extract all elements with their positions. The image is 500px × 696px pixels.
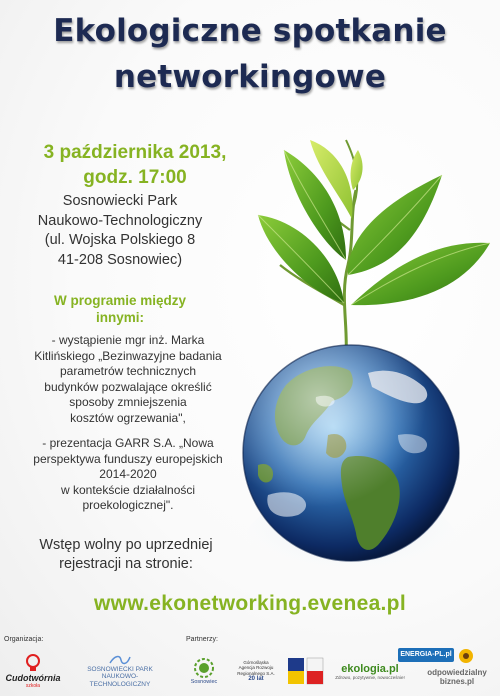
program-item-line: budynków pozwalające określić: [44, 379, 212, 394]
energia-logo: ENERGIA-PL.pl: [398, 648, 454, 662]
title-line-2: networkingowe: [113, 59, 387, 95]
venue-address: [0, 192, 240, 270]
entry-info: [0, 536, 252, 574]
program-item-line: kosztów ogrzewania",: [70, 410, 186, 425]
odpowiedzialny-line: odpowiedzialny: [427, 668, 487, 677]
sosnowiec-logo: [184, 650, 224, 692]
program-item-line: Kitlińskiego „Bezinwazyjne badania: [34, 348, 222, 363]
agencja-line: Górnośląska: [243, 659, 269, 665]
program-heading-line: W programie między: [53, 293, 187, 308]
program-item-line: 2014-2020: [99, 467, 157, 482]
program-item-line: perspektywa funduszy europejskich: [33, 451, 223, 466]
lightbulb-icon: [22, 653, 44, 673]
ekologia-name: ekologia.pl: [341, 662, 399, 675]
program-item-line: w kontekście działalności: [60, 482, 196, 497]
partners-label: Partnerzy:: [186, 636, 218, 643]
cudotwornia-logo: [2, 650, 64, 692]
program-item-line: proekologicznej".: [82, 498, 174, 513]
flag-icons: [287, 656, 325, 686]
odpowiedzialny-biznes-logo: [416, 668, 498, 686]
cudotwornia-name: Cudotwórnia: [5, 673, 61, 683]
globe-plant-illustration: [228, 135, 500, 590]
program-item-lecture: [8, 333, 248, 427]
venue-line: Sosnowiecki Park: [62, 193, 178, 209]
program-item-line: parametrów technicznych: [59, 364, 197, 379]
program-item-presentation: [8, 436, 248, 514]
registration-link[interactable]: www.ekonetworking.evenea.pl: [94, 592, 406, 615]
ekologia-sub: Zdrowo, pozytywnie, nowocześnie!: [335, 674, 405, 680]
program-item-line: - prezentacja GARR S.A. „Nowa: [42, 436, 214, 450]
agencja-line: Regionalnego S.A.: [237, 670, 275, 676]
agencja-line: Agencja Rozwoju: [238, 665, 274, 671]
title-line-1: Ekologiczne spotkanie: [53, 13, 447, 49]
poster-title: [0, 8, 500, 100]
event-time: godz. 17:00: [83, 167, 187, 188]
program-item-line: - wystąpienie mgr inż. Marka: [51, 333, 205, 347]
venue-line: 41-208 Sosnowiec): [57, 251, 183, 268]
entry-line: rejestracji na stronie:: [59, 556, 193, 572]
agencja-year: 20 lat: [248, 676, 264, 683]
venue-line: Naukowo-Technologiczny: [37, 212, 203, 229]
program-heading: [0, 292, 240, 326]
park-line: SOSNOWIECKI PARK: [87, 665, 153, 673]
park-wave-icon: [109, 654, 131, 666]
odpowiedzialny-line: biznes.pl: [439, 677, 475, 686]
venue-line: (ul. Wojska Polskiego 8: [44, 232, 196, 248]
park-line: NAUKOWO-TECHNOLOGICZNY: [89, 673, 151, 688]
event-date: 3 października 2013,: [43, 142, 227, 163]
agencja-logo: [230, 650, 282, 692]
sunflower-icon: [458, 648, 474, 664]
sosnowiec-emblem-icon: [192, 657, 216, 679]
sosnowiec-name: Sosnowiec: [190, 679, 218, 685]
organizer-label: Organizacja:: [4, 636, 44, 643]
partner-flags: [286, 650, 326, 692]
program-item-line: sposoby zmniejszenia: [69, 395, 187, 410]
program-heading-line: innymi:: [95, 310, 144, 325]
entry-line: Wstęp wolny po uprzedniej: [39, 537, 213, 553]
park-logo: [80, 650, 160, 692]
cudotwornia-sub: szkoła: [25, 683, 41, 689]
